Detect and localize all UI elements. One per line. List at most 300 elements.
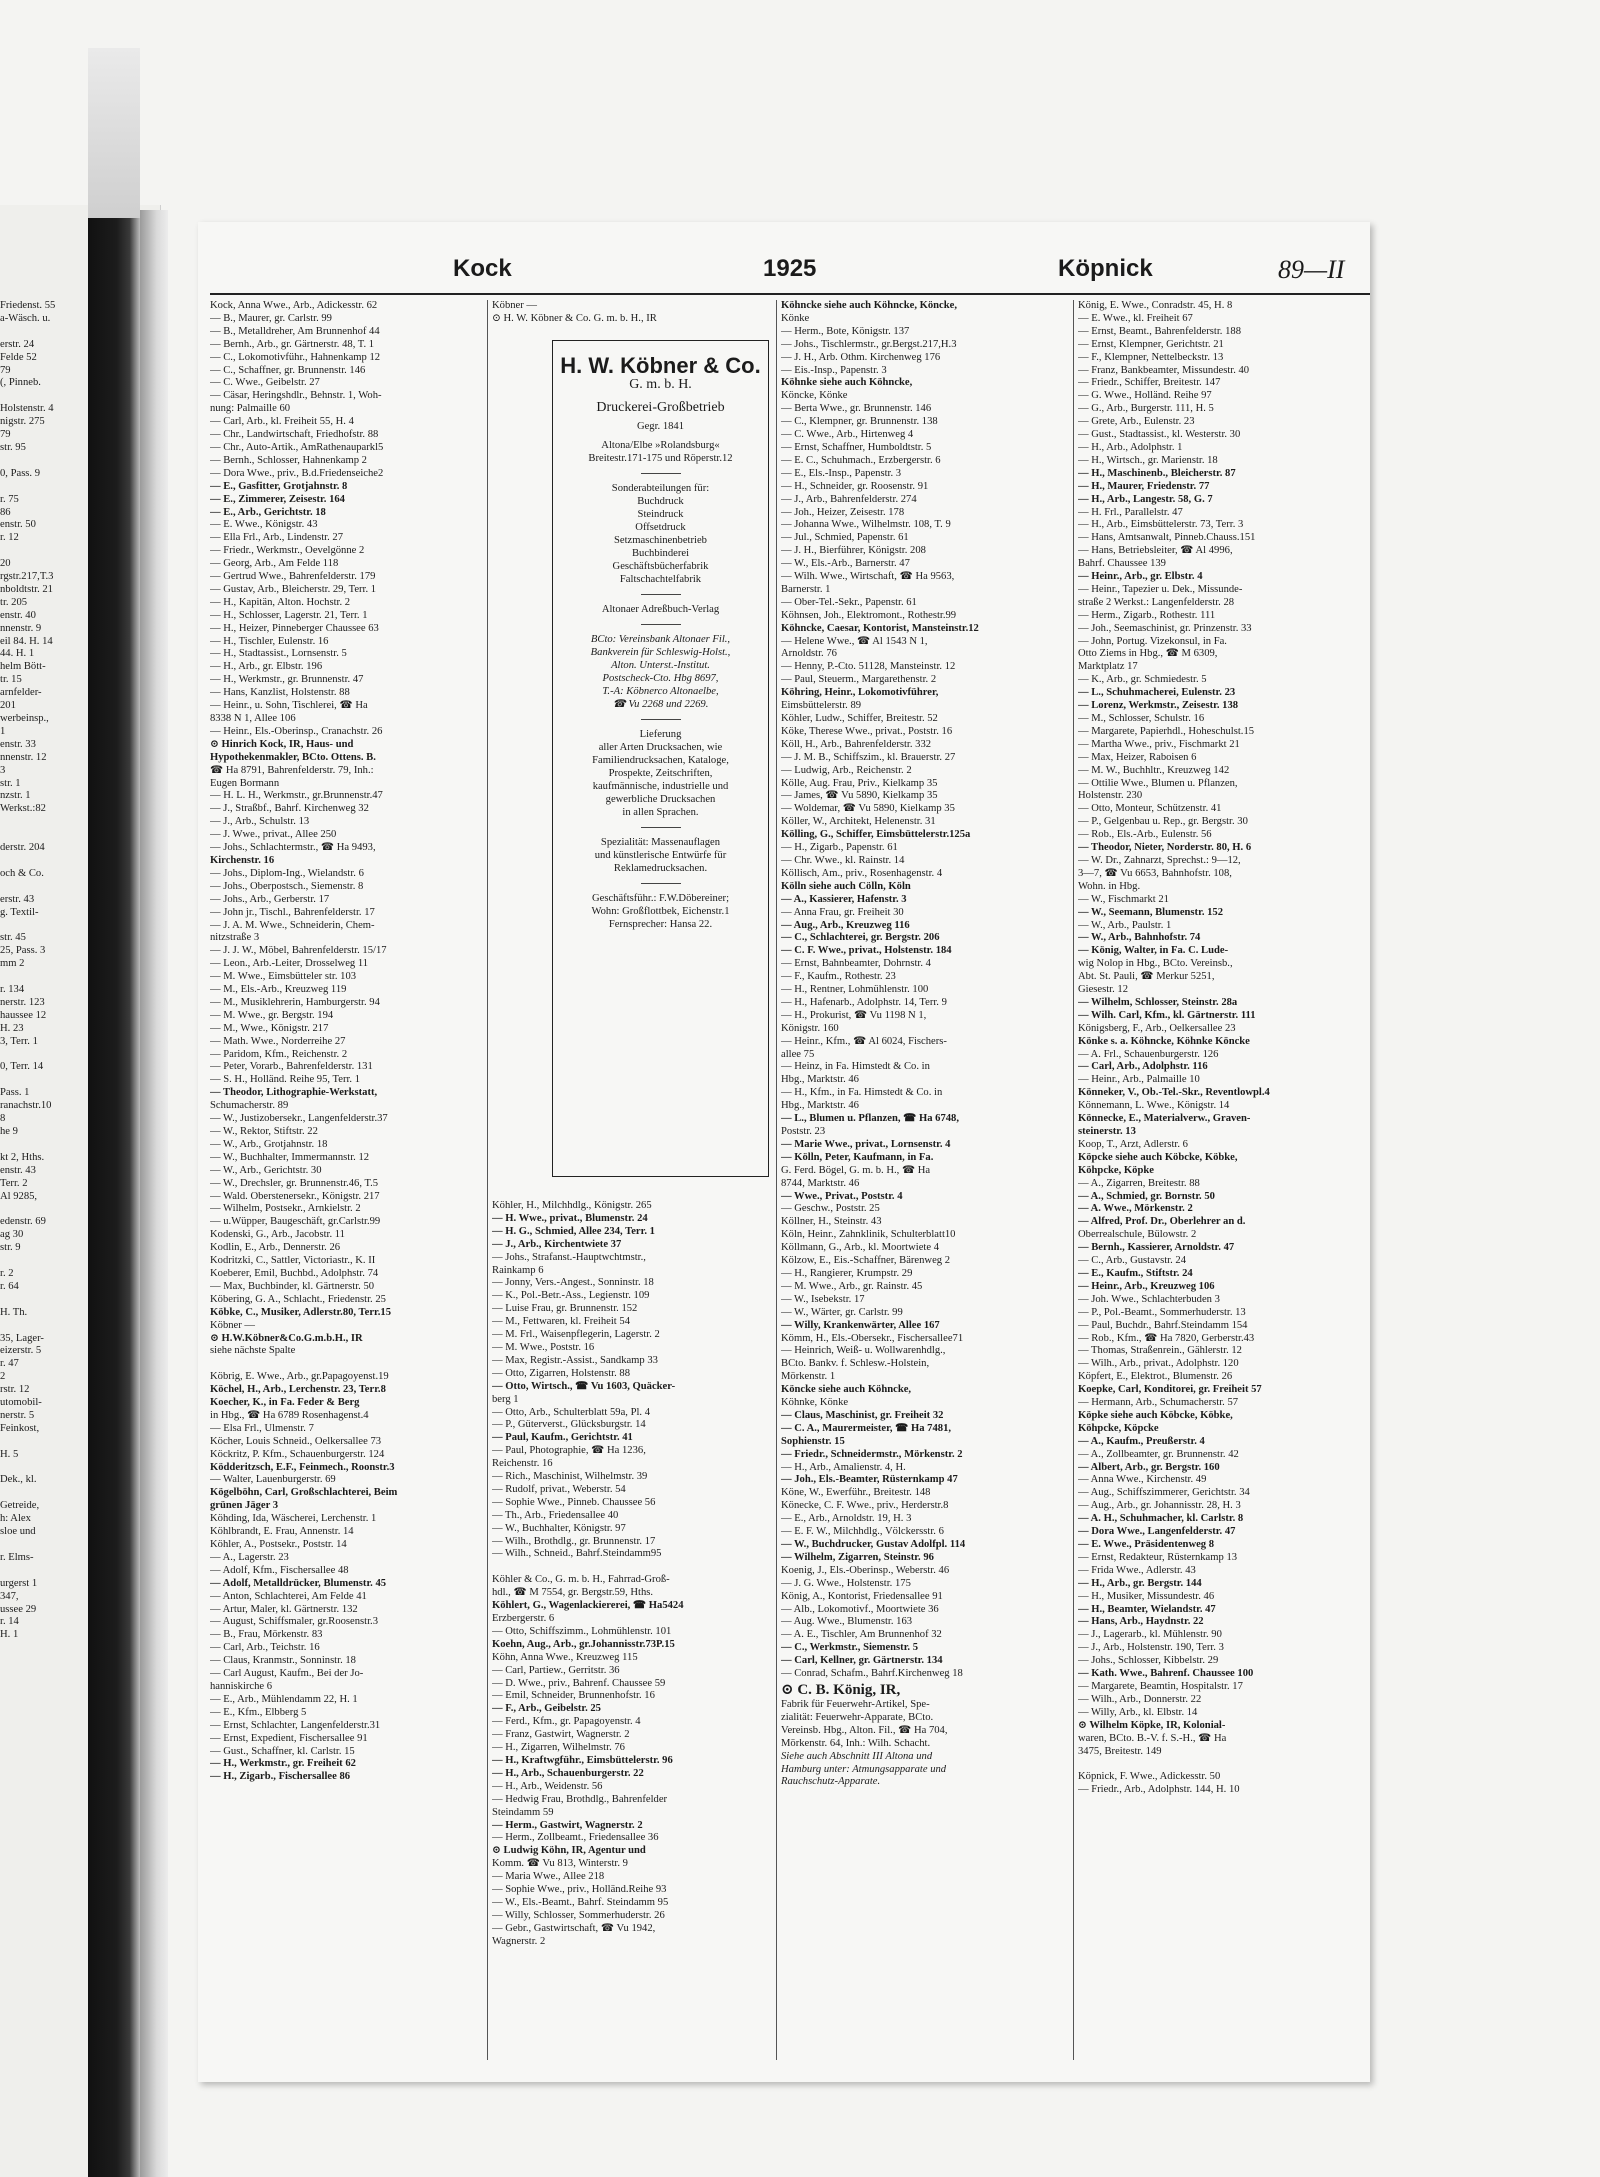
directory-entry: — Rob., Els.-Arb., Eulenstr. 56: [1078, 829, 1212, 841]
left-page-fragment: 8: [0, 1113, 6, 1125]
directory-entry: — C., Werkmstr., Siemenstr. 5: [781, 1642, 919, 1654]
directory-entry: Komm. ☎ Vu 813, Winterstr. 9: [492, 1858, 628, 1870]
directory-entry: — Georg, Arb., Am Felde 118: [210, 558, 339, 570]
directory-entry: — E. F. W., Milchhdlg., Völckersstr. 6: [781, 1526, 944, 1538]
directory-entry: — Carl, Arb., Adolphstr. 116: [1078, 1061, 1208, 1073]
directory-entry: Köllner, H., Steinstr. 43: [781, 1216, 882, 1228]
left-page-fragment: he 9: [0, 1126, 18, 1137]
directory-entry: ⊙ C. B. König, IR,: [781, 1681, 901, 1698]
directory-entry: — Chr., Auto-Artik., AmRathenauparkl5: [210, 441, 384, 453]
directory-entry: — Chr., Landwirtschaft, Friedhofstr. 88: [210, 429, 379, 441]
directory-entry: Köhnsen, Joh., Elektromont., Rothestr.99: [781, 609, 957, 621]
directory-entry: — Herm., Zigarb., Rothestr. 111: [1078, 609, 1216, 621]
directory-entry: — Aug. Wwe., Blumenstr. 163: [781, 1616, 913, 1628]
ad-line: Reklamedrucksachen.: [613, 863, 708, 874]
directory-entry: Köhler, A., Postsekr., Poststr. 14: [210, 1539, 347, 1550]
directory-entry: — Ernst, Schaffner, Humboldtstr. 5: [781, 441, 932, 453]
directory-entry: — Wilhelm, Schlosser, Steinstr. 28a: [1078, 996, 1238, 1008]
directory-entry: — Emil, Schneider, Brunnenhofstr. 16: [492, 1690, 655, 1702]
page-header: [198, 255, 1370, 295]
left-page-fragment: 86: [0, 506, 11, 518]
directory-entry: — Willy, Arb., kl. Elbstr. 14: [1078, 1706, 1198, 1718]
directory-entry: ⊙ Wilhelm Köpke, IR, Kolonial-: [1078, 1719, 1226, 1731]
directory-entry: Köckritz, P. Kfm., Schauenburgerstr. 124: [210, 1448, 385, 1460]
directory-entry: Marktplatz 17: [1078, 661, 1138, 673]
directory-entry: 8338 N 1, Allee 106: [210, 713, 296, 724]
directory-entry: — H., Kraftwgführ., Eimsbüttelerstr. 96: [492, 1754, 673, 1766]
directory-entry: — Rudolf, privat., Weberstr. 54: [492, 1483, 626, 1495]
directory-entry: — Wwe., Privat., Poststr. 4: [781, 1190, 903, 1202]
directory-entry: waren, BCto. B.-V. f. S.-H., ☎ Ha: [1078, 1732, 1227, 1744]
directory-entry: — H., Prokurist, ☎ Vu 1198 N 1,: [781, 1009, 927, 1021]
left-page-fragment: 20: [0, 558, 11, 570]
directory-entry: — H., Arb., Langestr. 58, G. 7: [1078, 493, 1213, 505]
left-page-fragment: eizerstr. 5: [0, 1345, 42, 1357]
directory-entry: — Franz, Gastwirt, Wagnerstr. 2: [492, 1729, 630, 1741]
directory-entry: — Willy, Schlosser, Sommerhuderstr. 26: [492, 1909, 665, 1921]
directory-entry: — W., Drechsler, gr. Brunnenstr.46, T.5: [210, 1177, 379, 1189]
directory-entry: — W., Wärter, gr. Carlstr. 99: [781, 1306, 903, 1318]
directory-entry: — Anna Frau, gr. Freiheit 30: [781, 906, 904, 918]
directory-entry: — Margarete, Beamtin, Hospitalstr. 17: [1078, 1680, 1243, 1692]
left-page-fragment: r. 47: [0, 1358, 19, 1370]
ad-line: kaufmännische, industrielle und: [592, 781, 729, 792]
left-page-fragment: [0, 1565, 90, 1578]
directory-entry: — Herm., Bote, Königstr. 137: [781, 325, 910, 337]
left-page-fragment: nnenstr. 12: [0, 751, 47, 763]
left-page-fragment: Pass. 1: [0, 1087, 30, 1099]
left-page-fragment: nerstr. 123: [0, 996, 45, 1008]
directory-entry: Köhding, Ida, Wäscherei, Lerchenstr. 1: [210, 1513, 377, 1525]
directory-entry: — Bernh., Schlosser, Hahnenkamp 2: [210, 454, 367, 466]
directory-entry: — Aug., Arb., Kreuzweg 116: [781, 919, 910, 931]
directory-entry: — W., Els.-Arb., Barnerstr. 47: [781, 558, 910, 570]
directory-entry: — Heinr., Kfm., ☎ Al 6024, Fischers-: [781, 1035, 947, 1047]
directory-entry: Koeberer, Emil, Buchbd., Adolphstr. 74: [210, 1267, 379, 1279]
ad-line: Steindruck: [637, 509, 684, 520]
directory-entry: — Bernh., Arb., gr. Gärtnerstr. 48, T. 1: [210, 338, 375, 350]
directory-entry: — W., Buchhalter, Königstr. 97: [492, 1522, 626, 1534]
directory-entry: Köhpcke, Köpcke: [1078, 1422, 1159, 1434]
directory-entry: — Anton, Schlachterei, Am Felde 41: [210, 1590, 367, 1602]
directory-entry: — W., Buchhalter, Immermannstr. 12: [210, 1151, 370, 1163]
ad-line: aller Arten Drucksachen, wie: [598, 742, 723, 753]
directory-entry: — Th., Arb., Friedensallee 40: [492, 1509, 619, 1521]
left-page-fragment: [0, 1320, 90, 1333]
left-page-fragment: [0, 1255, 90, 1268]
directory-entry: — Ernst, Bahnbeamter, Dohrnstr. 4: [781, 958, 931, 970]
directory-entry: Kock, Anna Wwe., Arb., Adickesstr. 62: [210, 300, 378, 311]
directory-entry: — Cäsar, Heringshdlr., Behnstr. 1, Woh-: [210, 390, 382, 402]
directory-entry: — Claus, Maschinist, gr. Freiheit 32: [781, 1409, 944, 1421]
left-page-fragment: utomobil-: [0, 1397, 42, 1409]
directory-entry: — W., Els.-Beamt., Bahrf. Steindamm 95: [492, 1896, 669, 1908]
left-page-fragment: ranachstr.10: [0, 1100, 52, 1112]
directory-entry: — Otto, Zigarren, Holstenstr. 88: [492, 1367, 630, 1379]
directory-entry: — Heinr., Arb., gr. Elbstr. 4: [1078, 571, 1203, 583]
directory-entry: — Maria Wwe., Allee 218: [492, 1871, 605, 1883]
ad-line: T.-A: Köbnerco Altonaelbe,: [602, 686, 719, 697]
directory-entry: — H., Arb., Weidenstr. 56: [492, 1780, 603, 1792]
ad-line: und künstlerische Entwürfe für: [594, 850, 727, 861]
directory-entry: — W., Arb., Gerichtstr. 30: [210, 1164, 322, 1176]
directory-entry: ☎ Ha 8791, Bahrenfelderstr. 79, Inh.:: [210, 764, 374, 776]
directory-entry: — Peter, Vorarb., Bahrenfelderstr. 131: [210, 1061, 373, 1073]
directory-entry: — M. Wwe., gr. Bergstr. 194: [210, 1009, 334, 1021]
directory-entry: — Paul, Photographie, ☎ Ha 1236,: [492, 1445, 646, 1457]
directory-entry: — J. H., Bierführer, Königstr. 208: [781, 545, 926, 557]
directory-entry: — C. F. Wwe., privat., Holstenstr. 184: [781, 945, 952, 957]
directory-entry: König, E. Wwe., Conradstr. 45, H. 8: [1078, 300, 1233, 311]
directory-entry: — H., Rentner, Lohmühlenstr. 100: [781, 984, 929, 996]
directory-entry: Kirchenstr. 16: [210, 854, 275, 866]
header-year: 1925: [763, 255, 817, 282]
directory-entry: — Anna Wwe., Kirchenstr. 49: [1078, 1474, 1207, 1486]
directory-entry: — Wald. Oberstenersekr., Königstr. 217: [210, 1190, 380, 1202]
directory-entry: — J., Arb., Holstenstr. 190, Terr. 3: [1078, 1642, 1224, 1654]
directory-entry: — John jr., Tischl., Bahrenfelderstr. 17: [210, 906, 375, 918]
directory-entry: — A., Kaufm., Preußerstr. 4: [1078, 1435, 1205, 1447]
directory-entry: — Wilh. Carl, Kfm., kl. Gärtnerstr. 111: [1078, 1009, 1256, 1021]
directory-entry: — W., Seemann, Blumenstr. 152: [1078, 906, 1224, 918]
left-page-fragment: str. 1: [0, 777, 21, 789]
left-page-fragment: erstr. 24: [0, 338, 35, 350]
directory-entry: Kölling, G., Schiffer, Eimsbüttelerstr.125a: [781, 829, 971, 841]
directory-entry: — Dora Wwe., priv., B.d.Friedenseiche2: [210, 467, 384, 479]
left-page-fragment: g. Textil-: [0, 906, 39, 918]
directory-entry: — M., Wwe., Königstr. 217: [210, 1022, 329, 1034]
directory-entry: — Carl, Arb., kl. Freiheit 55, H. 4: [210, 416, 354, 428]
directory-entry: — J., Lagerarb., kl. Mühlenstr. 90: [1078, 1629, 1222, 1641]
directory-entry: — H., Maschinenb., Bleicherstr. 87: [1078, 467, 1236, 479]
directory-entry: — A., Schmied, gr. Bornstr. 50: [1078, 1190, 1215, 1202]
directory-entry: — A., Lagerstr. 23: [210, 1551, 289, 1563]
directory-entry: — E., Kaufm., Stiftstr. 24: [1078, 1267, 1193, 1279]
left-page-fragment: [0, 455, 90, 468]
directory-entry: — Hans, Kanzlist, Holstenstr. 88: [210, 687, 350, 699]
directory-entry: — Ernst, Klempner, Gerichtstr. 21: [1078, 338, 1224, 350]
ad-line: Faltschachtelfabrik: [619, 574, 702, 585]
directory-entry: — H., Arb., gr. Bergstr. 144: [1078, 1577, 1202, 1589]
left-page-fragment: h: Alex: [0, 1513, 31, 1525]
ad-line: ☎ Vu 2268 und 2269.: [612, 699, 709, 710]
left-page-fragment: r. 2: [0, 1267, 14, 1279]
left-page-fragment: 3: [0, 764, 6, 776]
left-page-fragment: [0, 1139, 90, 1152]
directory-entry: — C. Wwe., Geibelstr. 27: [210, 377, 320, 389]
directory-entry: — E. Wwe., Königstr. 43: [210, 519, 318, 531]
directory-entry: — Wilh., Brothdlg., gr. Brunnenstr. 17: [492, 1535, 656, 1547]
directory-entry: — Ludwig, Arb., Reichenstr. 2: [781, 764, 912, 776]
directory-entry: — Gust., Stadtassist., kl. Westerstr. 30: [1078, 429, 1241, 441]
left-page-fragment: [0, 881, 90, 894]
ad-line: Offsetdruck: [635, 522, 686, 533]
left-page-fragment: [0, 545, 90, 558]
directory-entry: — Ferd., Kfm., gr. Papagoyenstr. 4: [492, 1716, 641, 1728]
directory-entry: — S. H., Holländ. Reihe 95, Terr. 1: [210, 1074, 361, 1086]
directory-entry: Otto Ziems in Hbg., ☎ M 6309,: [1078, 648, 1218, 660]
ad-line: Familiendrucksachen, Kataloge,: [592, 755, 729, 766]
directory-entry: Königstr. 160: [781, 1022, 839, 1034]
directory-entry: Arnoldstr. 76: [781, 648, 837, 660]
directory-entry: zialität: Feuerwehr-Apparate, BCto.: [781, 1711, 934, 1723]
left-page-fragment: edenstr. 69: [0, 1216, 46, 1228]
directory-entry: — Max, Buchbinder, kl. Gärtnerstr. 50: [210, 1280, 375, 1292]
directory-entry: hdl., ☎ M 7554, gr. Bergstr.59, Hths.: [492, 1587, 654, 1599]
directory-entry: — M. Frl., Waisenpflegerin, Lagerstr. 2: [492, 1329, 660, 1341]
directory-entry: — K., Arb., gr. Schmiedestr. 5: [1078, 674, 1207, 686]
directory-entry: Köllmann, G., Arb., kl. Moortwiete 4: [781, 1242, 940, 1254]
directory-entry: — Artur, Maler, kl. Gärtnerstr. 132: [210, 1603, 358, 1615]
directory-entry: berg 1: [492, 1393, 519, 1405]
directory-entry: — J., Arb., Bahrenfelderstr. 274: [781, 493, 917, 505]
left-page-fragment: Friedenst. 55: [0, 300, 56, 311]
directory-entry: — Paridom, Kfm., Reichenstr. 2: [210, 1048, 348, 1060]
left-page-fragment: r. 12: [0, 532, 19, 544]
directory-entry: — Max, Registr.-Assist., Sandkamp 33: [492, 1354, 658, 1366]
directory-entry: Köhncke siehe auch Köhncke, Köncke,: [781, 300, 957, 311]
directory-entry: Köhn, Anna Wwe., Kreuzweg 115: [492, 1651, 638, 1663]
directory-entry: — L., Blumen u. Pflanzen, ☎ Ha 6748,: [781, 1113, 959, 1125]
directory-entry: — P., Pol.-Beamt., Sommerhuderstr. 13: [1078, 1306, 1246, 1318]
directory-entry: — L., Schuhmacherei, Eulenstr. 23: [1078, 687, 1236, 699]
left-page-fragment: [0, 1294, 90, 1307]
ad-divider: [641, 624, 681, 625]
left-page-fragment: 0, Terr. 14: [0, 1061, 44, 1073]
left-page-fragment: [0, 390, 90, 403]
directory-entry: — James, ☎ Vu 5890, Kielkamp 35: [781, 790, 938, 802]
directory-entry: — W., Arb., Grotjahnstr. 18: [210, 1138, 328, 1150]
directory-entry: — M. Wwe., Poststr. 16: [492, 1341, 595, 1353]
directory-entry: — H. L. H., Werkmstr., gr.Brunnenstr.47: [210, 790, 383, 802]
directory-entry: — M., Schlosser, Schulstr. 16: [1078, 713, 1205, 724]
left-page-fragment: och & Co.: [0, 867, 44, 879]
directory-entry: 3475, Breitestr. 149: [1078, 1745, 1162, 1757]
left-page-text: [0, 300, 90, 2060]
directory-entry: — C., Arb., Gustavstr. 24: [1078, 1255, 1187, 1267]
left-page-fragment: nzstr. 1: [0, 790, 31, 802]
directory-entry: — M., Musiklehrerin, Hamburgerstr. 94: [210, 996, 380, 1008]
directory-entry: Siehe auch Abschnitt III Altona und: [781, 1750, 933, 1762]
directory-entry: — H., Werkmstr., gr. Freiheit 62: [210, 1758, 356, 1770]
directory-entry: Köhncke, Caesar, Kontorist, Mansteinstr.12: [781, 622, 979, 634]
directory-entry: — K., Pol.-Betr.-Ass., Legienstr. 109: [492, 1290, 650, 1302]
directory-entry: — Woldemar, ☎ Vu 5890, Kielkamp 35: [781, 803, 955, 815]
directory-entry: — Marie Wwe., privat., Lornsenstr. 4: [781, 1138, 951, 1150]
directory-entry: — Herm., Zollbeamt., Friedensallee 36: [492, 1832, 659, 1844]
directory-entry: Köhler & Co., G. m. b. H., Fahrrad-Groß-: [492, 1574, 670, 1586]
directory-entry: Fabrik für Feuerwehr-Artikel, Spe-: [781, 1698, 930, 1710]
ad-line: Spezialität: Massenauflagen: [600, 837, 721, 848]
left-page-fragment: [0, 1049, 90, 1062]
left-page-fragment: tr. 205: [0, 596, 28, 608]
directory-entry: — Gustav, Arb., Bleicherstr. 29, Terr. 1: [210, 583, 377, 595]
directory-entry: — G. Wwe., Holländ. Reihe 97: [1078, 390, 1212, 402]
directory-entry: — Heinz, in Fa. Himstedt & Co. in: [781, 1061, 930, 1073]
directory-entry: Köncke siehe auch Köhncke,: [781, 1384, 912, 1396]
left-page-fragment: r. 64: [0, 1280, 19, 1292]
advertisement-box: [552, 340, 769, 1177]
directory-entry: Wagnerstr. 2: [492, 1935, 546, 1947]
ad-line: Prospekte, Zeitschriften,: [608, 768, 713, 779]
directory-entry: — G., Arb., Burgerstr. 111, H. 5: [1078, 403, 1214, 415]
directory-entry: — H., Zigarren, Wilhelmstr. 76: [492, 1742, 625, 1754]
directory-entry: Koop, T., Arzt, Adlerstr. 6: [1078, 1138, 1188, 1150]
left-page-fragment: 25, Pass. 3: [0, 945, 46, 957]
directory-entry: — Johs., Strafanst.-Hauptwchtmstr.,: [492, 1251, 646, 1263]
directory-entry: — E. Wwe., kl. Freiheit 67: [1078, 312, 1193, 324]
directory-entry: grünen Jäger 3: [210, 1500, 279, 1512]
directory-entry: — Johs., Schlachtermstr., ☎ Ha 9493,: [210, 842, 376, 854]
directory-entry: Kodritzki, C., Sattler, Victoriastr., K. II: [210, 1255, 376, 1267]
left-page-fragment: 347,: [0, 1590, 19, 1602]
directory-entry: — H., Werkmstr., gr. Brunnenstr. 47: [210, 674, 364, 686]
directory-entry: Barnerstr. 1: [781, 583, 831, 595]
directory-entry: nitzstraße 3: [210, 932, 260, 944]
directory-entry: — A., Kassierer, Hafenstr. 3: [781, 893, 907, 905]
directory-entry: — H., Arb., Amalienstr. 4, H.: [781, 1461, 906, 1473]
directory-entry: — Otto, Monteur, Schützenstr. 41: [1078, 803, 1222, 815]
directory-entry: Eimsbüttelerstr. 89: [781, 700, 862, 712]
ad-divider: [641, 719, 681, 720]
directory-entry: — H., Musiker, Missundestr. 46: [1078, 1590, 1215, 1602]
directory-entry: — H., Arb., Eimsbüttelerstr. 73, Terr. 3: [1078, 519, 1244, 531]
left-page-fragment: H. 23: [0, 1022, 24, 1034]
left-page-fragment: tr. 15: [0, 674, 22, 686]
left-page-fragment: enstr. 43: [0, 1164, 36, 1176]
directory-entry: — Ottilie Wwe., Blumen u. Pflanzen,: [1078, 777, 1238, 789]
directory-entry: — Rich., Maschinist, Wilhelmstr. 39: [492, 1471, 648, 1483]
directory-entry: — Conrad, Schafm., Bahrf.Kirchenweg 18: [781, 1668, 963, 1680]
directory-entry: — Ernst, Schlachter, Langenfelderstr.31: [210, 1719, 381, 1731]
directory-entry: — M. W., Buchhltr., Kreuzweg 142: [1078, 764, 1230, 776]
column-divider: [1073, 300, 1074, 2060]
directory-entry: — E., Arb., Arnoldstr. 19, H. 3: [781, 1513, 912, 1525]
directory-entry: — Ernst, Beamt., Bahrenfelderstr. 188: [1078, 325, 1241, 337]
directory-entry: — Aug., Schiffszimmerer, Gerichtstr. 34: [1078, 1487, 1250, 1499]
directory-entry: Kodlin, E., Arb., Dennerstr. 26: [210, 1242, 341, 1254]
left-page-fragment: [0, 1074, 90, 1087]
directory-entry: — Friedr., Werkmstr., Oevelgönne 2: [210, 545, 365, 557]
directory-entry: — Wilh., Schneid., Bahrf.Steindamm95: [492, 1548, 662, 1560]
directory-entry: — E. C., Schuhmach., Erzbergerstr. 6: [781, 454, 941, 466]
ad-title: Druckerei-Großbetrieb: [596, 400, 725, 415]
ad-line: Buchbinderei: [631, 548, 690, 559]
directory-entry: — Friedr., Schiffer, Breitestr. 147: [1078, 377, 1221, 389]
directory-entry: König, A., Kontorist, Friedensallee 91: [781, 1590, 943, 1602]
left-page-fragment: 35, Lager-: [0, 1332, 44, 1344]
ad-divider: [641, 827, 681, 828]
directory-entry: ⊙ H.W.Köbner&Co.G.m.b.H., IR: [210, 1332, 363, 1344]
directory-entry: — H., Wirtsch., gr. Marienstr. 18: [1078, 454, 1218, 466]
directory-entry: — M., Fettwaren, kl. Freiheit 54: [492, 1316, 630, 1328]
directory-entry: — A. E., Tischler, Am Brunnenhof 32: [781, 1629, 942, 1641]
directory-entry: — H., Maurer, Friedenstr. 77: [1078, 480, 1210, 492]
directory-entry: — W., Arb., Paulstr. 1: [1078, 919, 1172, 931]
directory-entry: — F., Klempner, Nettelbeckstr. 13: [1078, 351, 1224, 363]
directory-entry: — D. Wwe., priv., Bahrenf. Chaussee 59: [492, 1677, 666, 1689]
directory-entry: — Joh. Wwe., Schlachterbuden 3: [1078, 1293, 1220, 1305]
ad-address-1: Altona/Elbe »Rolandsburg«: [601, 440, 720, 451]
directory-entry: — Johs., Diplom-Ing., Wielandstr. 6: [210, 867, 364, 879]
directory-entry: — A., Zigarren, Breitestr. 88: [1078, 1177, 1200, 1189]
directory-entry: — J. A. M. Wwe., Schneiderin, Chem-: [210, 919, 375, 931]
left-page-fragment: [0, 1539, 90, 1552]
directory-entry: Schumacherstr. 89: [210, 1100, 289, 1112]
directory-entry: BCto. Bankv. f. Schlesw.-Holstein,: [781, 1358, 930, 1370]
ad-line: Bankverein für Schleswig-Holst.,: [590, 647, 731, 658]
directory-entry: Köbner —: [492, 300, 538, 311]
left-page-fragment: Holstenstr. 4: [0, 403, 54, 415]
left-page-fragment: nnenstr. 9: [0, 622, 42, 634]
directory-entry: Köbke, C., Musiker, Adlerstr.80, Terr.15: [210, 1306, 391, 1318]
directory-entry: hanniskirche 6: [210, 1680, 273, 1692]
directory-entry: Mörkenstr. 1: [781, 1371, 836, 1383]
directory-entry: Köbrig, E. Wwe., Arb., gr.Papagoyenst.19: [210, 1371, 389, 1383]
directory-entry: — E., Els.-Insp., Papenstr. 3: [781, 467, 902, 479]
directory-entry: — W., Rektor, Stiftstr. 22: [210, 1126, 318, 1137]
directory-entry: Köpke siehe auch Köbcke, Köbke,: [1078, 1409, 1233, 1421]
directory-entry: — u.Wüpper, Baugeschäft, gr.Carlstr.99: [210, 1216, 381, 1228]
left-page-fragment: haussee 12: [0, 1009, 47, 1021]
directory-entry: — H., Schneider, gr. Roosenstr. 91: [781, 480, 929, 492]
ad-divider: [641, 594, 681, 595]
directory-entry: — Hans, Betriebsleiter, ☎ Al 4996,: [1078, 545, 1233, 557]
left-page-fragment: a-Wäsch. u.: [0, 312, 51, 324]
directory-entry: Sophienstr. 15: [781, 1435, 845, 1447]
directory-entry: Giesestr. 12: [1078, 984, 1129, 996]
directory-entry: — E., Arb., Mühlendamm 22, H. 1: [210, 1693, 358, 1705]
directory-entry: Könnemann, L. Wwe., Königstr. 14: [1078, 1100, 1230, 1112]
directory-entry: — B., Metalldreher, Am Brunnenhof 44: [210, 325, 380, 337]
left-page-fragment: 201: [0, 700, 16, 712]
directory-entry: Abt. St. Pauli, ☎ Merkur 5251,: [1078, 971, 1215, 983]
directory-entry: ⊙ Hinrich Kock, IR, Haus- und: [210, 738, 354, 750]
directory-entry: — J., Straßbf., Bahrf. Kirchenweg 32: [210, 803, 369, 815]
directory-entry: — Johs., Tischlermstr., gr.Bergst.217,H.3: [781, 338, 957, 350]
directory-entry: 3—7, ☎ Vu 6653, Bahnhofstr. 108,: [1078, 867, 1232, 879]
directory-entry: Hbg., Marktstr. 46: [781, 1074, 859, 1086]
left-page-fragment: r. 14: [0, 1616, 19, 1628]
directory-entry: siehe nächste Spalte: [210, 1345, 296, 1357]
directory-entry: — A. Wwe., Mörkenstr. 2: [1078, 1203, 1193, 1215]
directory-entry: — Heinr., Els.-Oberinsp., Cranachstr. 26: [210, 725, 383, 737]
directory-entry: — Hans, Arb., Haydnstr. 22: [1078, 1616, 1204, 1628]
directory-entry: — Johs., Schlosser, Kibbelstr. 29: [1078, 1655, 1219, 1667]
left-page-fragment: str. 9: [0, 1242, 21, 1254]
directory-entry: — Heinrich, Weiß- u. Wollwarenhdlg.,: [781, 1345, 946, 1357]
directory-entry: — H., Kfm., in Fa. Himstedt & Co. in: [781, 1087, 943, 1099]
column-2: [492, 1200, 772, 2060]
left-page-fragment: 79: [0, 429, 11, 441]
directory-entry: — Otto, Wirtsch., ☎ Vu 1603, Quäcker-: [492, 1380, 676, 1392]
directory-entry: — E. Wwe., Präsidentenweg 8: [1078, 1539, 1215, 1550]
directory-entry: — Adolf, Metalldrücker, Blumenstr. 45: [210, 1577, 387, 1589]
directory-entry: Köhler, H., Milchhdlg., Königstr. 265: [492, 1200, 652, 1211]
directory-entry: — Alfred, Prof. Dr., Oberlehrer an d.: [1078, 1216, 1246, 1228]
directory-entry: Köpnick, F. Wwe., Adickesstr. 50: [1078, 1771, 1221, 1783]
directory-entry: — Max, Heizer, Raboisen 6: [1078, 751, 1197, 763]
directory-entry: — C., Klempner, gr. Brunnenstr. 138: [781, 416, 938, 428]
directory-entry: — John, Portug. Vizekonsul, in Fa.: [1078, 635, 1227, 647]
directory-entry: — J., Arb., Kirchentwiete 37: [492, 1238, 622, 1250]
spine-top: [88, 48, 140, 218]
ad-divider: [641, 473, 681, 474]
directory-entry: — Wilhelm, Zigarren, Steinstr. 96: [781, 1551, 934, 1563]
directory-entry: — Ober-Tel.-Sekr., Papenstr. 61: [781, 596, 917, 608]
directory-entry: — Franz, Bankbeamter, Missundestr. 40: [1078, 364, 1250, 376]
directory-entry: Köcher, Louis Schneid., Oelkersallee 73: [210, 1435, 382, 1447]
